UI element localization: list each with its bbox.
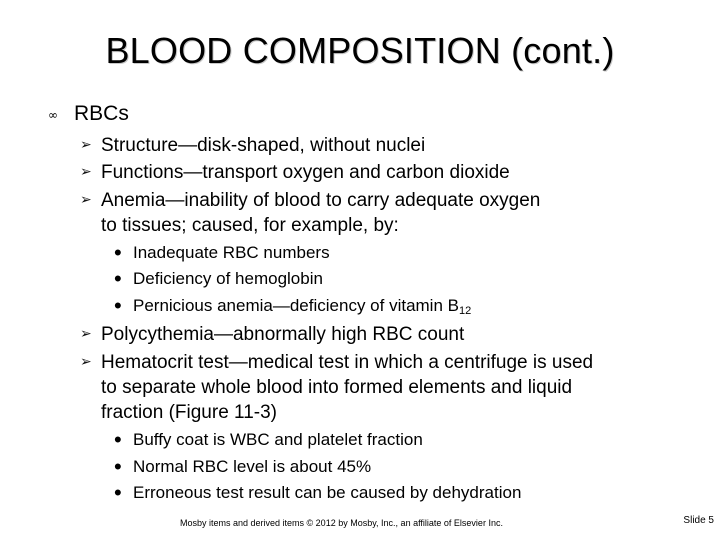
slide-title: BLOOD COMPOSITION (cont.) (105, 30, 615, 71)
sub-item-label: Normal RBC level is about 45% (133, 457, 372, 476)
arrowhead-bullet-icon: ➢ (80, 326, 92, 342)
list-item-label: Polycythemia—abnormally high RBC count (101, 324, 465, 345)
list-item-label: Anemia—inability of blood to carry adequate oxygen (101, 190, 541, 211)
copyright-footer: Mosby items and derived items © 2012 by Mosby, Inc., an affiliate of Elsevier Inc. (180, 518, 503, 528)
sub-item-label: Deficiency of hemoglobin (133, 269, 323, 288)
dot-bullet-icon: • (114, 427, 122, 452)
arrowhead-bullet-icon: ➢ (80, 192, 92, 208)
sub-item-label: Buffy coat is WBC and platelet fraction (133, 430, 423, 449)
infinity-bullet-icon: ∞ (48, 108, 58, 122)
sub-item-label: Inadequate RBC numbers (133, 243, 330, 262)
vitamin-subscript: 12 (458, 305, 472, 317)
list-item-label-cont: fraction (Figure 11-3) (101, 402, 277, 423)
list-item-label-cont: to separate whole blood into formed elements and liquid (101, 377, 573, 398)
list-item-label-cont: to tissues; caused, for example, by: (101, 215, 399, 236)
arrowhead-bullet-icon: ➢ (80, 137, 92, 153)
sub-item-label (133, 296, 471, 317)
dot-bullet-icon: • (114, 454, 122, 479)
list-item-label: Functions—transport oxygen and carbon dioxide (101, 162, 510, 183)
dot-bullet-icon: • (114, 266, 122, 291)
dot-bullet-icon: • (114, 293, 122, 318)
arrowhead-bullet-icon: ➢ (80, 354, 92, 370)
sub-item-label: Erroneous test result can be caused by dehydration (133, 483, 522, 502)
arrowhead-bullet-icon: ➢ (80, 164, 92, 180)
dot-bullet-icon: • (114, 480, 122, 505)
slide-number: Slide 5 (683, 515, 714, 526)
list-item-label: Hematocrit test—medical test in which a centrifuge is used (101, 352, 594, 373)
dot-bullet-icon: • (114, 240, 122, 265)
sub-item-label-text: Pernicious anemia—deficiency of vitamin B (133, 296, 459, 315)
list-item-label: Structure—disk-shaped, without nuclei (101, 135, 426, 156)
list-item-label: RBCs (74, 102, 129, 125)
